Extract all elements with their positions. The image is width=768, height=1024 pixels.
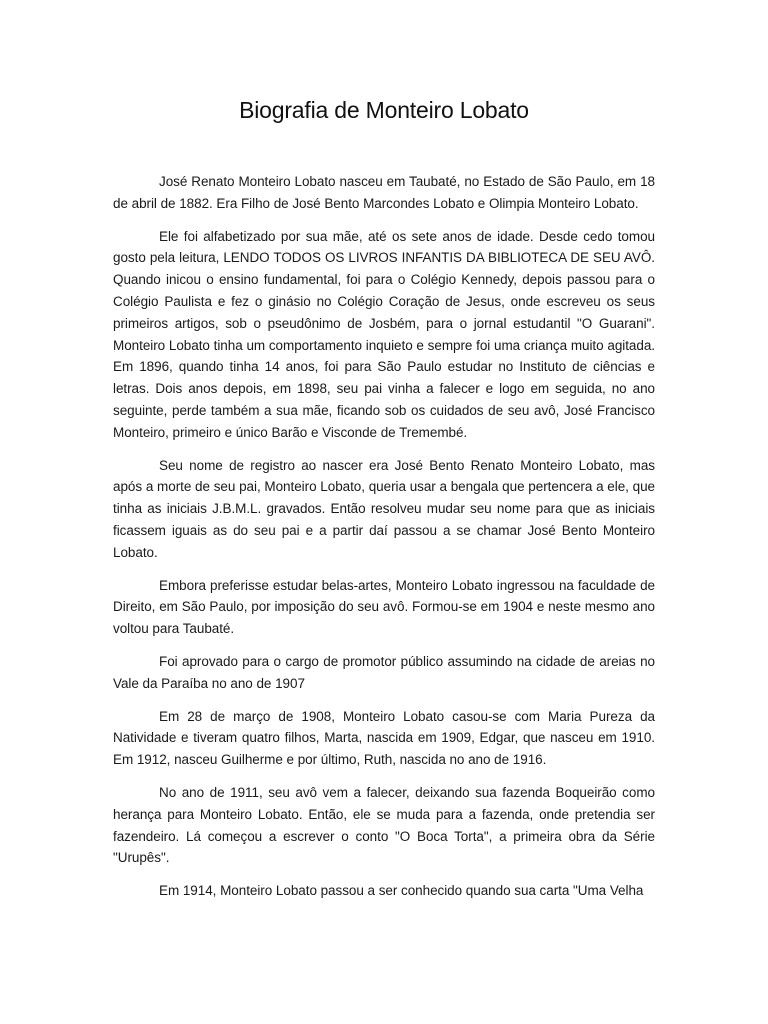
paragraph-8: Em 1914, Monteiro Lobato passou a ser conhecido quando sua carta "Uma Velha xyxy=(159,883,644,899)
paragraph-6: Em 28 de março de 1908, Monteiro Lobato casou-se com Maria Pureza da Natividade e tiveram quatro filhos, Marta, nascida em 1909, Edgar, que nasceu em 1910. Em 1912, nasceu Guilherme e por último, Ruth, nascida no ano de 1916. xyxy=(113,708,655,768)
document-body xyxy=(113,171,655,902)
paragraph-4: Embora preferisse estudar belas-artes, Monteiro Lobato ingressou na faculdade de Direito, em São Paulo, por imposição do seu avô. Formou-se em 1904 e neste mesmo ano voltou para Taubaté. xyxy=(113,577,655,637)
paragraph-5: Foi aprovado para o cargo de promotor público assumindo na cidade de areias no Vale da Paraíba no ano de 1907 xyxy=(113,653,655,691)
paragraph-2: Ele foi alfabetizado por sua mãe, até os sete anos de idade. Desde cedo tomou gosto pela leitura, LENDO TODOS OS LIVROS INFANTIS DA BIBLIOTECA DE SEU AVÔ. Quando inicou o ensino fundamental, foi para o Colégio Kennedy, depois passou para o Colégio Paulista e fez o ginásio no Colégio Coração de Jesus, onde escreveu os seus primeiros artigos, sob o pseudônimo de Josbém, para o jornal estudantil "O Guarani". Monteiro Lobato tinha um comportamento inquieto e sempre foi uma criança muito agitada. Em 1896, quando tinha 14 anos, foi para São Paulo estudar no Instituto de ciências e letras. Dois anos depois, em 1898, seu pai vinha a falecer e logo em seguida, no ano seguinte, perde também a sua mãe, ficando sob os cuidados de seu avô, José Francisco Monteiro, primeiro e único Barão e Visconde de Tremembé. xyxy=(113,228,655,440)
paragraph-3: Seu nome de registro ao nascer era José Bento Renato Monteiro Lobato, mas após a morte de seu pai, Monteiro Lobato, queria usar a bengala que pertencera a ele, que tinha as iniciais J.B.M.L. gravados. Então resolveu mudar seu nome para que as iniciais ficassem iguais as do seu pai e a partir daí passou a se chamar José Bento Monteiro Lobato. xyxy=(113,457,655,560)
paragraph-1: José Renato Monteiro Lobato nasceu em Taubaté, no Estado de São Paulo, em 18 de abril de 1882. Era Filho de José Bento Marcondes Lobato e Olimpia Monteiro Lobato. xyxy=(113,174,655,211)
paragraph-7: No ano de 1911, seu avô vem a falecer, deixando sua fazenda Boqueirão como herança para Monteiro Lobato. Então, ele se muda para a fazenda, onde pretendia ser fazendeiro. Lá começou a escrever o conto "O Boca Torta", a primeira obra da Série "Urupês". xyxy=(113,784,655,866)
document-title: Biografia de Monteiro Lobato xyxy=(239,97,529,123)
